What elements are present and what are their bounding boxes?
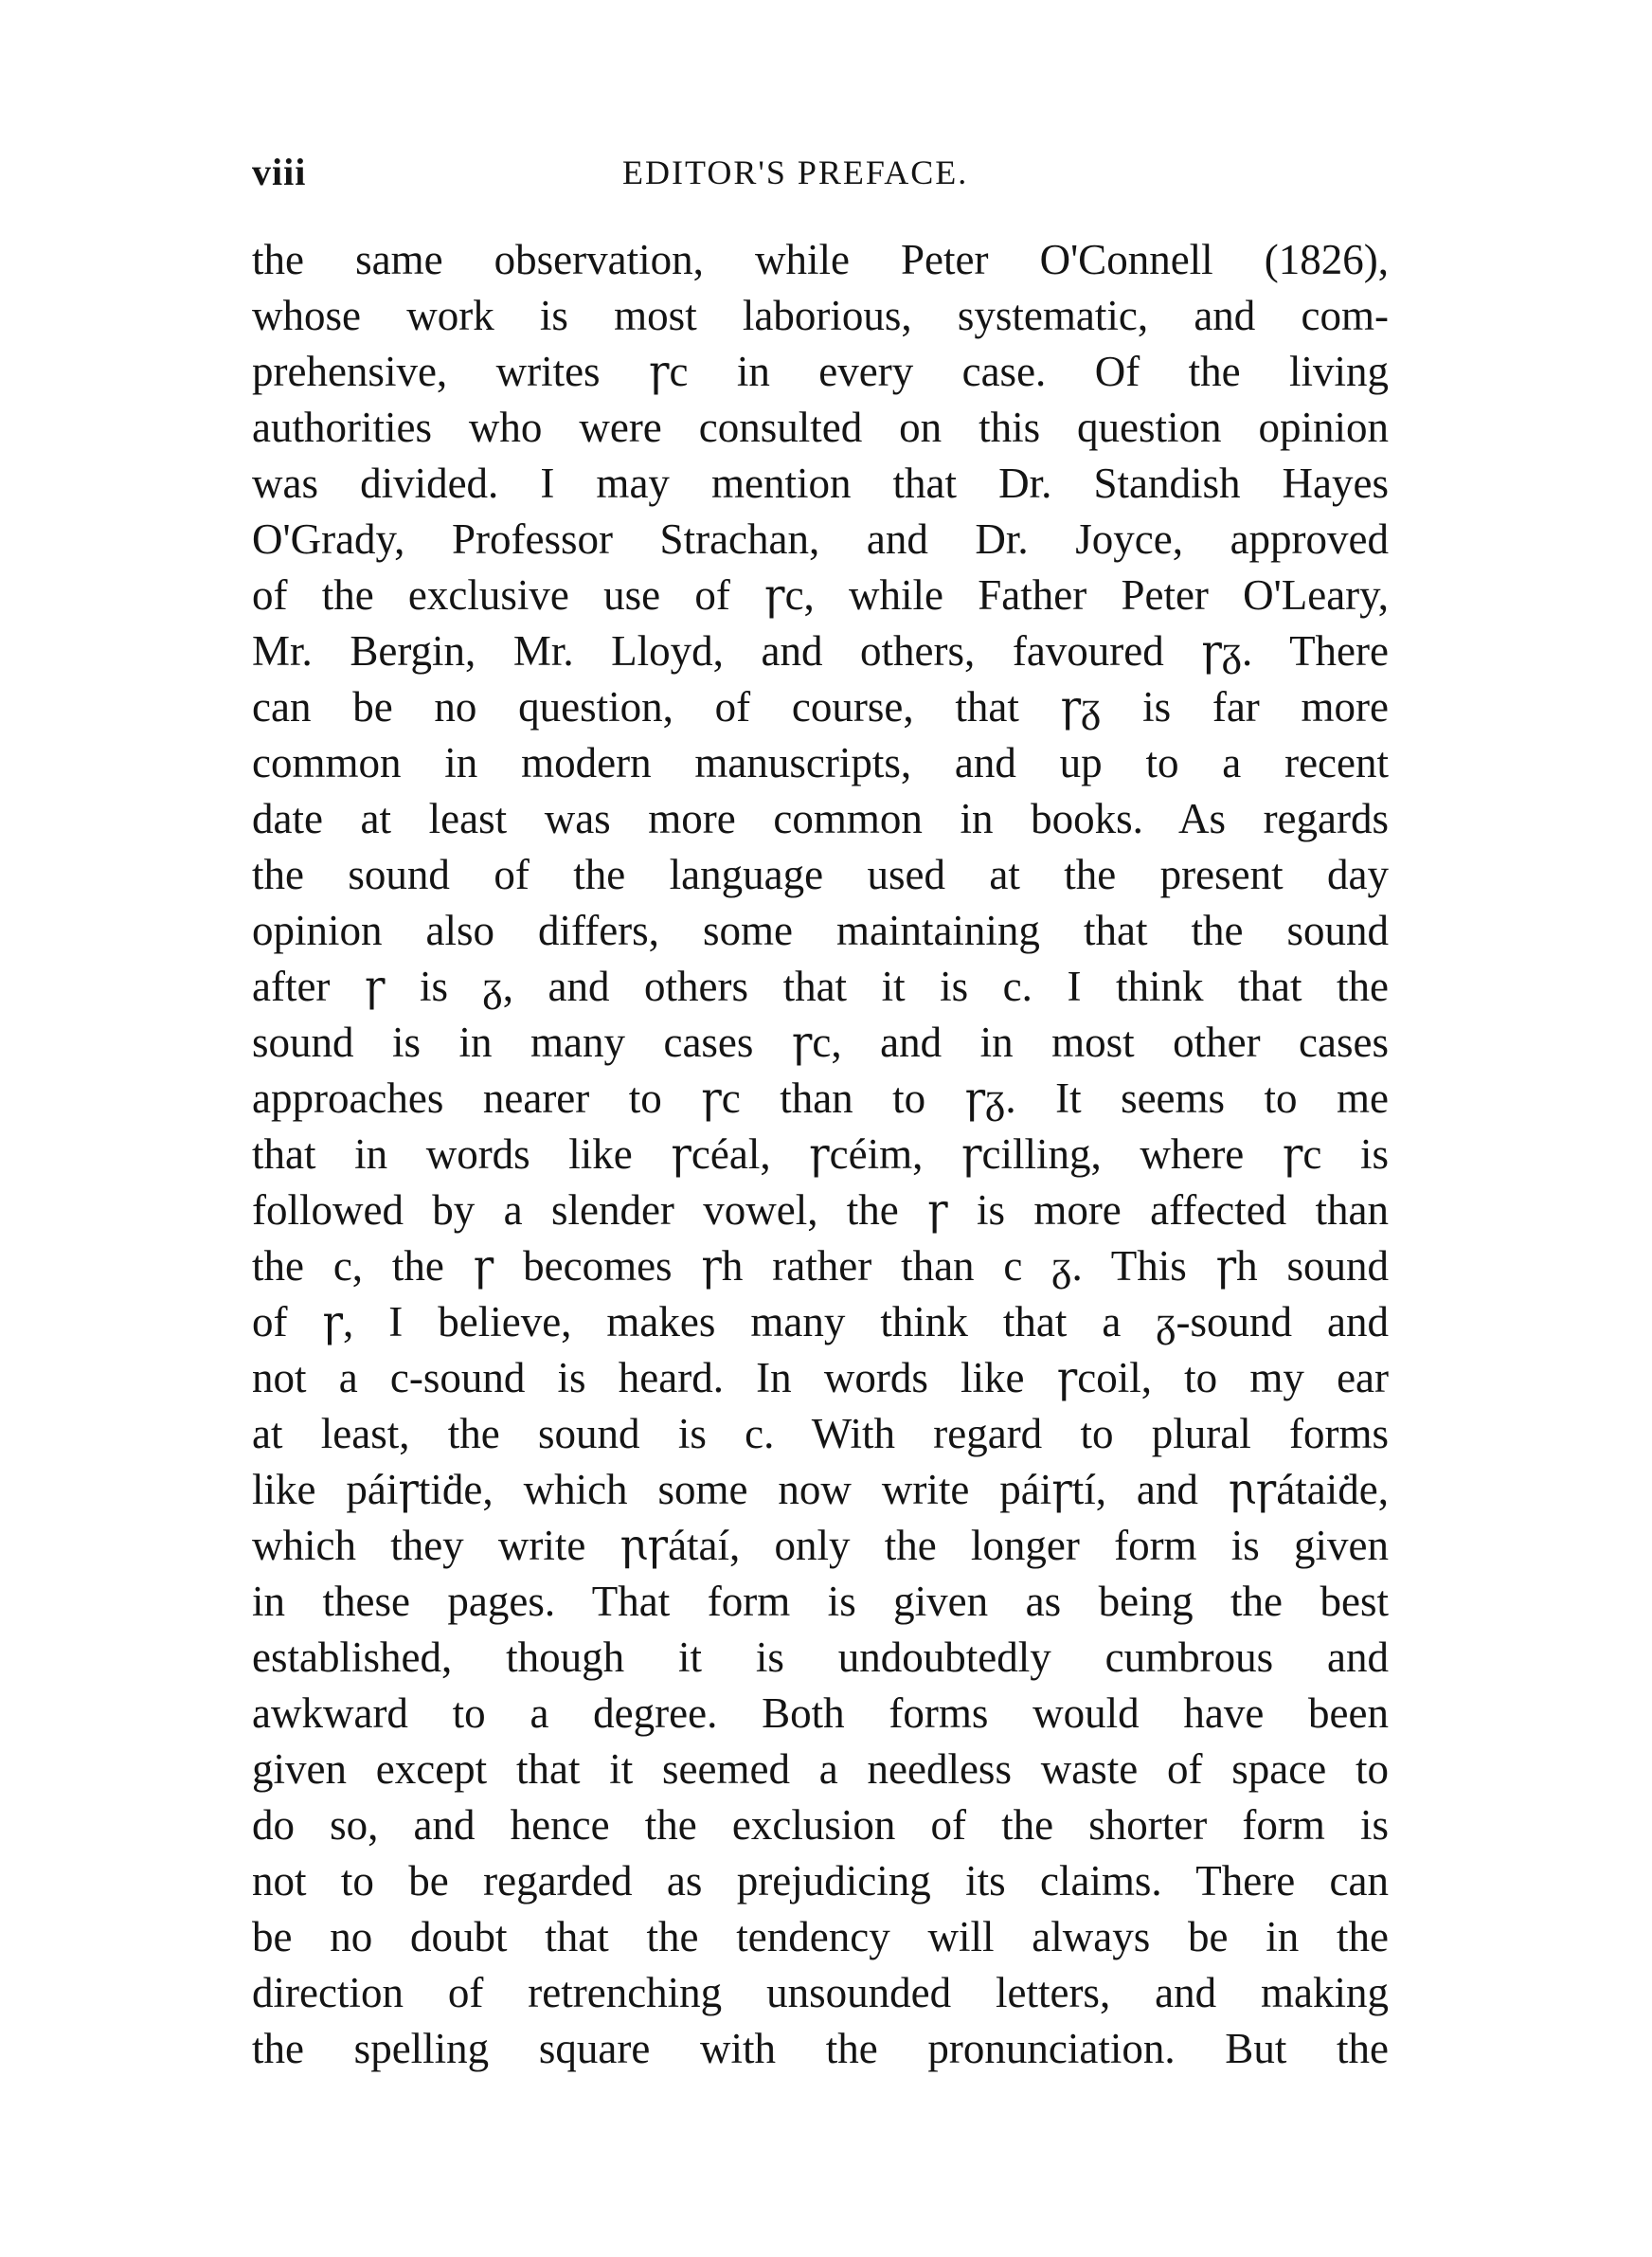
text-line: followed by a slender vowel, the ꞅ is more affected than bbox=[252, 1186, 1389, 1234]
text-line: given except that it seemed a needless waste of space to bbox=[252, 1745, 1389, 1793]
text-line: not to be regarded as prejudicing its claims. There can bbox=[252, 1857, 1389, 1905]
text-line: which they write ꞃꞅátaí, only the longer form is given bbox=[252, 1522, 1389, 1569]
text-line: established, though it is undoubtedly cumbrous and bbox=[252, 1634, 1389, 1681]
page-header bbox=[252, 144, 1389, 201]
text-line: in these pages. That form is given as being the best bbox=[252, 1578, 1389, 1625]
text-line: opinion also differs, some maintaining that the sound bbox=[252, 907, 1389, 954]
text-line: after ꞅ is ᵹ, and others that it is c. I think that the bbox=[252, 963, 1389, 1010]
text-line: do so, and hence the exclusion of the shorter form is bbox=[252, 1801, 1389, 1849]
text-line: the sound of the language used at the present day bbox=[252, 851, 1389, 898]
text-line: sound is in many cases ꞅc, and in most other cases bbox=[252, 1019, 1389, 1066]
text-line: of ꞅ, I believe, makes many think that a ᵹ-sound and bbox=[252, 1298, 1389, 1345]
text-line: was divided. I may mention that Dr. Standish Hayes bbox=[252, 460, 1389, 507]
text-line: authorities who were consulted on this question opinion bbox=[252, 404, 1389, 451]
text-line: like páiꞅtiḋe, which some now write páiꞅtí, and ꞃꞅátaiḋe, bbox=[252, 1466, 1389, 1513]
text-line: O'Grady, Professor Strachan, and Dr. Joyce, approved bbox=[252, 515, 1389, 563]
text-line: approaches nearer to ꞅc than to ꞅᵹ. It seems to me bbox=[252, 1074, 1389, 1122]
text-line: common in modern manuscripts, and up to a recent bbox=[252, 739, 1389, 786]
text-line: whose work is most laborious, systematic, and com- bbox=[252, 292, 1389, 339]
text-line: at least, the sound is c. With regard to plural forms bbox=[252, 1410, 1389, 1457]
text-line: the spelling square with the pronunciation. But the bbox=[252, 2025, 1389, 2072]
text-line: awkward to a degree. Both forms would have been bbox=[252, 1689, 1389, 1737]
text-line: the same observation, while Peter O'Connell (1826), bbox=[252, 236, 1389, 283]
text-line: not a c-sound is heard. In words like ꞅcoil, to my ear bbox=[252, 1354, 1389, 1401]
text-line: date at least was more common in books. As regards bbox=[252, 795, 1389, 842]
body-text bbox=[252, 232, 1389, 2077]
text-line: can be no question, of course, that ꞅᵹ is far more bbox=[252, 683, 1389, 731]
text-line: of the exclusive use of ꞅc, while Father Peter O'Leary, bbox=[252, 571, 1389, 619]
running-head: EDITOR'S PREFACE. bbox=[622, 153, 969, 191]
text-line: prehensive, writes ꞅc in every case. Of the living bbox=[252, 348, 1389, 395]
text-line: the c, the ꞅ becomes ꞅh rather than c ᵹ. This ꞅh sound bbox=[252, 1242, 1389, 1290]
page-number: viii bbox=[252, 151, 307, 193]
text-line: be no doubt that the tendency will always be in the bbox=[252, 1913, 1389, 1960]
text-line: direction of retrenching unsounded letters, and making bbox=[252, 1969, 1389, 2016]
text-line: Mr. Bergin, Mr. Lloyd, and others, favoured ꞅᵹ. There bbox=[252, 627, 1389, 675]
text-line: that in words like ꞅcéal, ꞅcéim, ꞅcilling, where ꞅc is bbox=[252, 1130, 1389, 1178]
